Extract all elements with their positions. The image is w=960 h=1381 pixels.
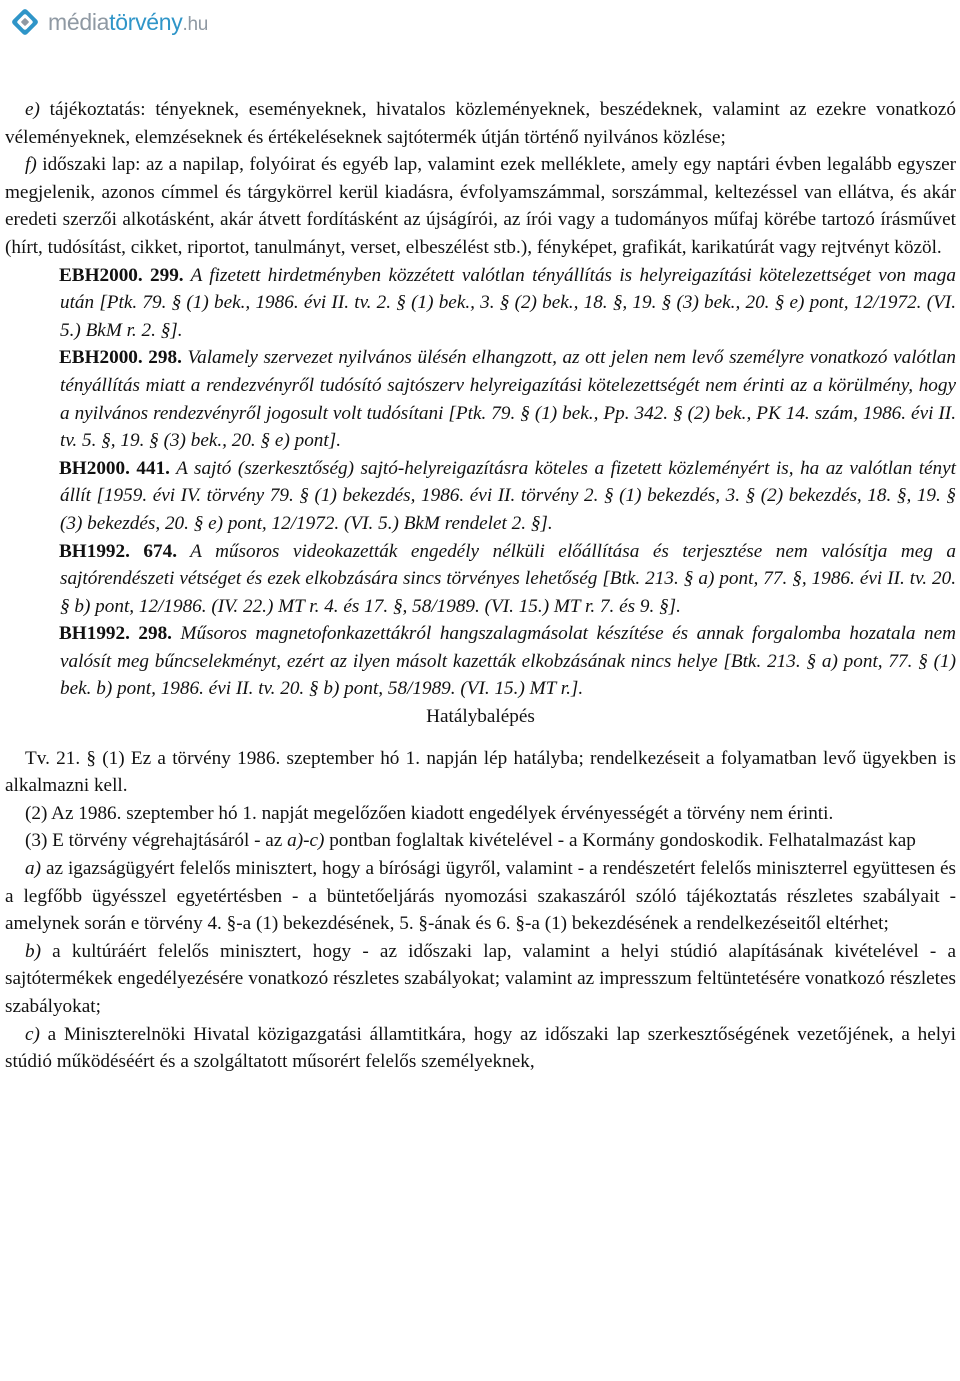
section-21-paragraph-1: Tv. 21. § (1) Ez a törvény 1986. szeptember hó 1. napján lép hatályba; rendelkezéseit a folyamatban levő ügyekben is alkalmazni kell. (5, 747, 956, 797)
case-note (5, 538, 956, 621)
logo-text-part2: törvény (109, 8, 183, 35)
item-marker: f) (25, 154, 37, 176)
case-summary: Valamely szervezet nyilvános ülésén elhangzott, az ott jelen nem levő személyre vonatkozó valótlan tényállítás miatt a rendezvényről tudósító sajtószerv helyreigazítási kötelezettségét nem érinti az a körülmény, hogy a nyilvános rendezvényről jogosult volt tudósítani [Ptk. 79. § (1) bek., Pp. 342. § (2) bek., PK 14. szám, 1986. évi II. tv. 5. §, 19. § (3) bek., 20. § e) pont]. (60, 347, 956, 452)
case-summary: A sajtó (szerkesztőség) sajtó-helyreigazításra köteles a fizetett közleményért is, ha az valótlan tényt állít [1959. évi IV. törvény 79. § (1) bekezdés, 1986. évi II. törvény 2. § (1) bekezdés, 3. § (2) bekezdés, 18. §, 19. § (3) bekezdés, 20. § e) pont, 12/1972. (VI. 5.) BkM rendelet 2. §]. (60, 457, 956, 534)
authorization-c (5, 1021, 956, 1076)
item-text: a Miniszterelnöki Hivatal közigazgatási államtitkára, hogy az időszaki lap szerkesztőségének vezetőjének, a helyi stúdió működéséért és a szolgáltatott műsorért felelős személyeknek, (5, 1023, 956, 1073)
item-text: tájékoztatás: tényeknek, eseményeknek, hivatalos közleményeknek, beszédeknek, valamint az ezekre vonatkozó véleményeknek, elemzéseknek és értékeléseknek sajtótermék útján történő nyilvános közlése; (5, 99, 956, 148)
logo-text (48, 9, 208, 36)
item-text: az igazságügyért felelős minisztert, hogy a bírósági ügyről, valamint - a rendészetért felelős miniszterrel együttesen és a legfőbb ügyésszel egyetértésben - a büntetőeljárás nyomozási szakaszáról szóló tájékoztatás részletes szabályait - amelynek során e törvény 4. §-a (1) bekezdésének, 5. §-ának és 6. §-a (1) bekezdésének a rendelkezéseitől eltérhet; (5, 858, 956, 935)
logo-text-part3: .hu (182, 13, 208, 35)
item-text: a kultúráért felelős minisztert, hogy - az időszaki lap, valamint a helyi stúdió alapításának kivételével - a sajtótermékek engedélyezésére vonatkozó részletes szabályokat; valamint az impresszum feltüntetésére vonatkozó részletes szabályokat; (5, 940, 956, 1017)
case-reference: BH1992. 674. (59, 540, 177, 562)
case-note (5, 262, 956, 345)
logo-text-part1: média (48, 8, 110, 35)
definition-f (5, 151, 956, 261)
logo-icon (6, 3, 44, 41)
section-heading: Hatálybalépés (426, 706, 535, 728)
case-summary: Műsoros magnetofonkazettákról hangszalagmásolat készítése és annak forgalomba hozatala nem valósít meg bűncselekményt, ezért az ilyen másolt kazetták elkobzásának nincs helye [Btk. 213. § a) pont, 77. § (1) bek. b) pont, 1986. évi II. tv. 20. § b) pont, 58/1989. (VI. 15.) MT r.]. (60, 623, 956, 700)
case-reference: EBH2000. 299. (59, 264, 184, 286)
authorization-a (5, 855, 956, 938)
item-marker: a)-c) (287, 830, 325, 852)
section-21-paragraph-3 (5, 827, 956, 855)
definition-e (5, 96, 956, 151)
authorization-b (5, 938, 956, 1021)
case-note (5, 344, 956, 454)
case-reference: EBH2000. 298. (59, 347, 182, 369)
case-reference: BH2000. 441. (59, 457, 170, 479)
case-note (5, 455, 956, 538)
site-logo[interactable] (6, 2, 208, 42)
case-summary: A fizetett hirdetményben közzétett valótlan tényállítás is helyreigazítási kötelezettséget von maga után [Ptk. 79. § (1) bek., 1986. évi II. tv. 2. § (1) bek., 3. § (2) bek., 18. §, 19. § (3) bek., 20. § e) pont, 12/1972. (VI. 5.) BkM r. 2. §]. (60, 264, 956, 341)
item-marker: c) (25, 1023, 40, 1045)
paragraph-text: (3) E törvény végrehajtásáról - az (25, 830, 288, 852)
item-marker: e) (25, 99, 40, 120)
paragraph-text: pontban foglaltak kivételével - a Kormány gondoskodik. Felhatalmazást kap (324, 830, 916, 852)
case-reference: BH1992. 298. (59, 623, 172, 645)
item-marker: a) (25, 858, 41, 880)
case-summary: A műsoros videokazetták engedély nélküli előállítása és terjesztése nem valósítja meg a sajtórendészeti vétséget és ezek elkobzására sincs törvényes lehetőség [Btk. 213. § a) pont, 77. §, 1986. évi II. tv. 20. § b) pont, 12/1986. (IV. 22.) MT r. 4. és 17. §, 58/1989. (VI. 15.) MT r. 7. és 9. §]. (60, 540, 956, 617)
document-body (5, 96, 956, 1076)
section-21-paragraph-2: (2) Az 1986. szeptember hó 1. napját megelőzően kiadott engedélyek érvényességét a törvény nem érinti. (25, 802, 834, 824)
item-text: időszaki lap: az a napilap, folyóirat és egyéb lap, valamint ezek melléklete, amely egy naptári évben legalább egyszer megjelenik, azonos címmel és tárgykörrel kerül kiadásra, évfolyamszámmal, sorszámmal, keltezéssel van ellátva, és akár eredeti szerzői alkotásként, akár átvett fordításként az újságírói, az írói vagy a tudományos műfaj körébe tartozó írásművet (hírt, tudósítást, cikket, riportot, tanulmányt, verset, elbeszélést stb.), fényképet, grafikát, karikatúrát vagy rejtvényt közöl. (5, 154, 956, 258)
case-note (5, 620, 956, 703)
item-marker: b) (25, 940, 41, 962)
